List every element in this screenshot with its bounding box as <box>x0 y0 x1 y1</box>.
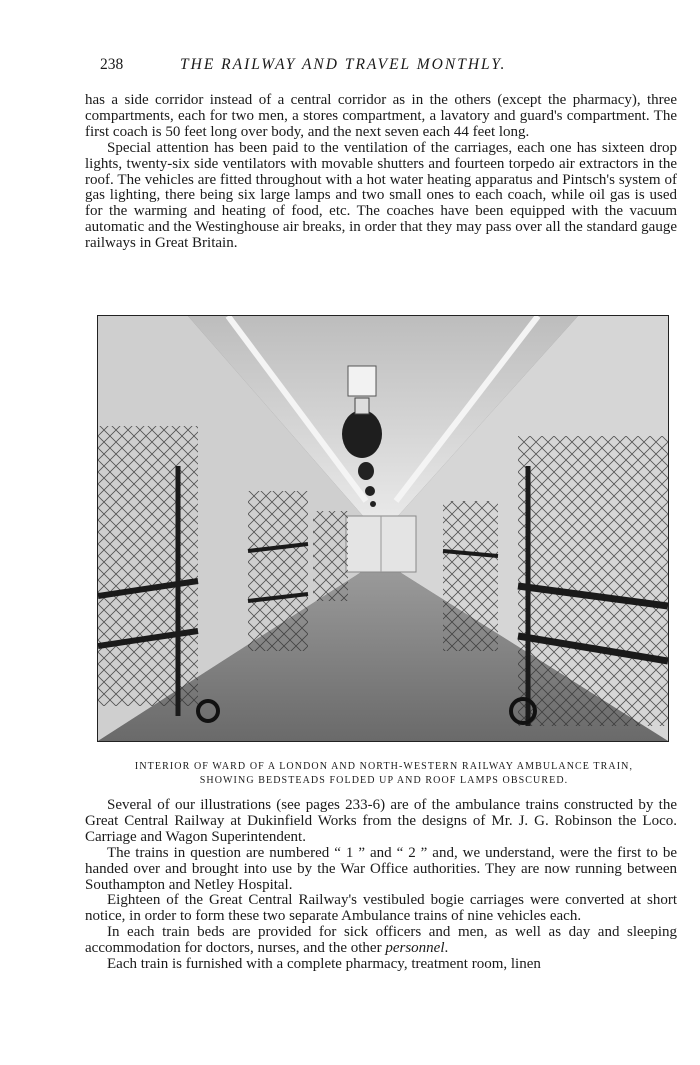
paragraph: The trains in question are numbered “ 1 ” and “ 2 ” and, we understand, were the first to be handed over and brought into use by the War Office authorities. They are now running between Southampton and Netley Hospital. <box>85 844 677 893</box>
paragraph-text: . <box>444 940 449 957</box>
paragraph: has a side corridor instead of a central corridor as in the others (except the pharmacy), three compartments, each for two men, a stores compartment, a lavatory and guard's compartment. The first coach is 50 feet long over body, and the next seven each 44 feet long. <box>85 92 677 140</box>
paragraph: Special attention has been paid to the ventilation of the carriages, each one has sixteen drop lights, twenty-six side ventilators with movable shutters and fourteen torpedo air extractors in the roof. The vehicles are fitted throughout with a hot water heating apparatus and Pintsch's system of gas lighting, there being six large lamps and two small ones to each coach, while oil gas is used for the warming and heating of food, etc. The coaches have been equipped with the vacuum automatic and the Westinghouse air breaks, in order that they may pass over all the standard gauge railways in Great Britain. <box>85 139 677 252</box>
article-text-bottom <box>85 798 677 973</box>
caption-line-1: INTERIOR OF WARD OF A LONDON AND NORTH-WESTERN RAILWAY AMBULANCE TRAIN, <box>134 761 634 772</box>
running-title: THE RAILWAY AND TRAVEL MONTHLY. <box>180 56 507 73</box>
paragraph <box>85 925 677 957</box>
paragraph: Several of our illustrations (see pages 233-6) are of the ambulance trains constructed by the Great Central Railway at Dukinfield Works from the designs of Mr. J. G. Robinson the Loco. Carriage and Wagon Superintendent. <box>85 797 677 845</box>
figure-caption <box>95 760 673 788</box>
paragraph: Each train is furnished with a complete pharmacy, treatment room, linen <box>107 956 541 973</box>
page-number: 238 <box>100 56 124 73</box>
caption-line-2: SHOWING BEDSTEADS FOLDED UP AND ROOF LAMPS OBSCURED. <box>199 775 569 786</box>
paragraph: Eighteen of the Great Central Railway's vestibuled bogie carriages were converted at short notice, in order to form these two separate Ambulance trains of nine vehicles each. <box>85 892 677 925</box>
article-text-top <box>85 93 677 252</box>
paragraph-text: In each train beds are provided for sick officers and men, as well as day and sleeping accommodation for doctors, nurses, and the other <box>85 924 677 957</box>
photo-ambulance-train-interior <box>97 315 669 742</box>
paragraph-italic: personnel <box>385 940 445 957</box>
